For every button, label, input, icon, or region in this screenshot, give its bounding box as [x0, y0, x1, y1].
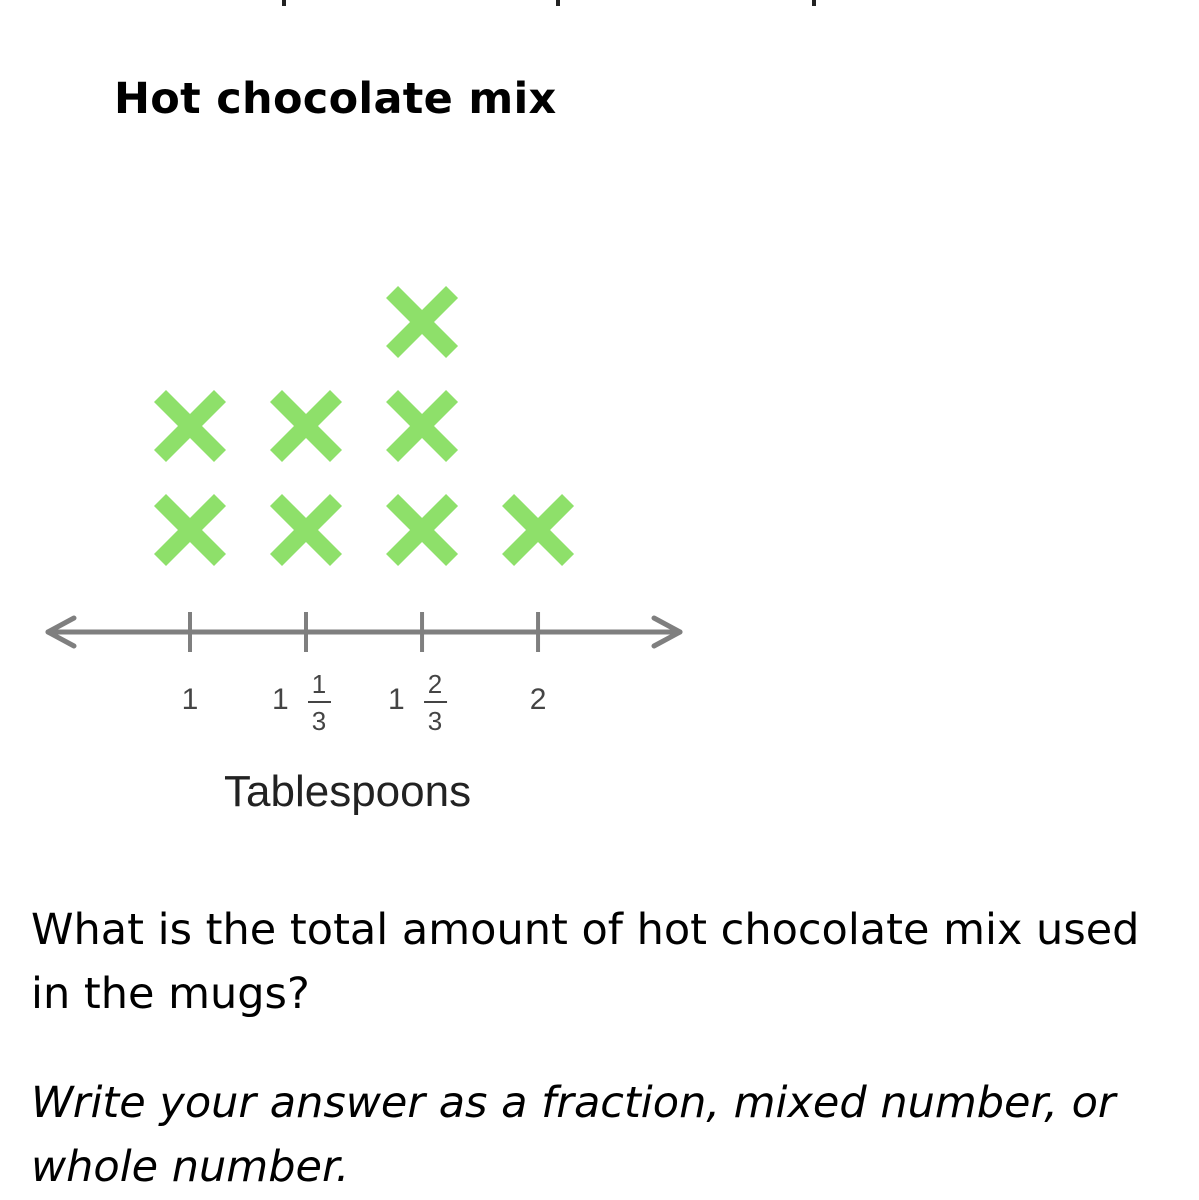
tick-label-whole: 1: [388, 683, 405, 716]
instruction-text: Write your answer as a fraction, mixed number, or whole number.: [31, 1078, 1116, 1192]
tick-label-denominator: 3: [311, 706, 327, 736]
x-mark: [392, 396, 452, 456]
x-mark: [276, 396, 336, 456]
x-tick-label: 1: [181, 683, 199, 716]
x-tick-label: [272, 669, 331, 736]
x-tick-label: [388, 669, 447, 736]
line-plot: [0, 240, 760, 760]
x-axis-label: Tablespoons: [224, 767, 472, 816]
question-text: What is the total amount of hot chocolate mix used in the mugs?: [31, 905, 1140, 1019]
tick-label-whole: 1: [272, 683, 289, 716]
x-mark: [392, 500, 452, 560]
cropped-text-strip: [0, 0, 1199, 14]
x-mark: [160, 396, 220, 456]
chart-title: Hot chocolate mix: [114, 74, 557, 124]
x-mark: [508, 500, 568, 560]
tick-label-numerator: 2: [427, 669, 443, 699]
x-tick-label: 2: [529, 683, 547, 716]
x-mark: [160, 500, 220, 560]
x-mark: [276, 500, 336, 560]
x-mark: [392, 292, 452, 352]
tick-label-numerator: 1: [311, 669, 327, 699]
tick-label-denominator: 3: [427, 706, 443, 736]
